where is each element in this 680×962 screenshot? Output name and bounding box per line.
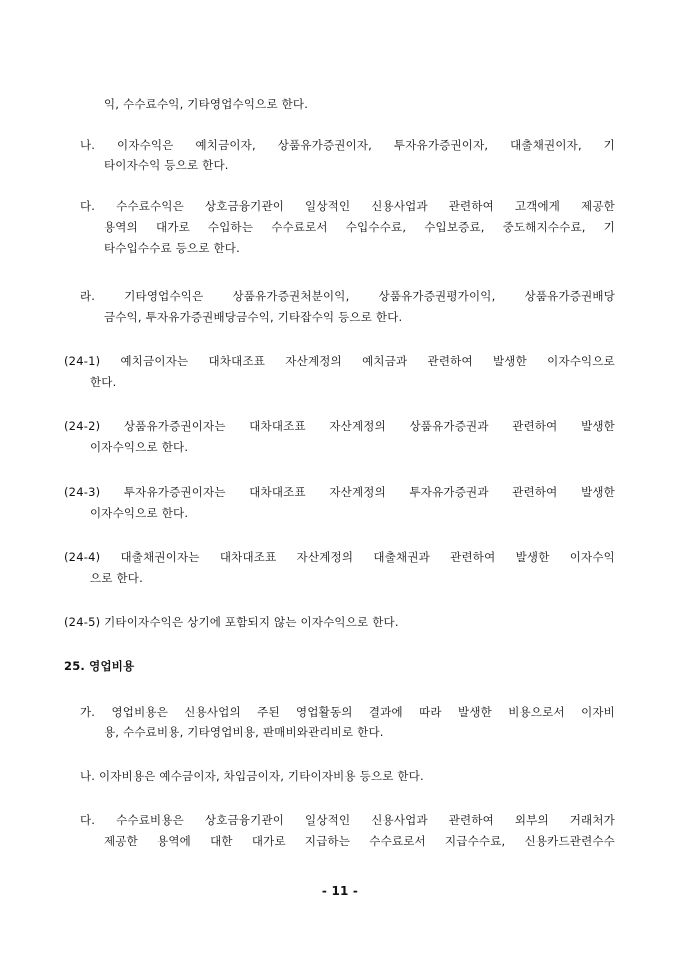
text-line-15: (24-4) 대출채권이자는 대차대조표 자산계정의 대출채권과 관련하여 발생한 이자수익 [64, 550, 615, 564]
text-line-4: 다. 수수료수익은 상호금융기관이 일상적인 신용사업과 관련하여 고객에게 제공한 [80, 199, 615, 213]
section-heading: 25. 영업비용 [64, 659, 135, 673]
text-line-11: (24-2) 상품유가증권이자는 대차대조표 자산계정의 상품유가증권과 관련하여 발생한 [64, 419, 615, 433]
text-line-13: (24-3) 투자유가증권이자는 대차대조표 자산계정의 투자유가증권과 관련하여 발생한 [64, 485, 615, 499]
text-line-1: 익, 수수료수익, 기타영업수익으로 한다. [104, 97, 309, 111]
text-line-6: 타수입수수료 등으로 한다. [104, 241, 240, 255]
text-line-23: 제공한 용역에 대한 대가로 지급하는 수수료로서 지급수수료, 신용카드관련수수 [104, 834, 615, 848]
text-line-5: 용역의 대가로 수입하는 수수료로서 수입수수료, 수입보증료, 중도해지수수료, 기 [104, 220, 615, 234]
text-line-20: 용, 수수료비용, 기타영업비용, 판매비와관리비로 한다. [104, 725, 384, 739]
text-line-10: 한다. [90, 375, 117, 389]
text-line-9: (24-1) 예치금이자는 대차대조표 자산계정의 예치금과 관련하여 발생한 이자수익으로 [64, 354, 615, 368]
text-line-19: 가. 영업비용은 신용사업의 주된 영업활동의 결과에 따라 발생한 비용으로서 이자비 [80, 705, 615, 719]
text-line-14: 이자수익으로 한다. [90, 506, 189, 520]
text-line-8: 금수익, 투자유가증권배당금수익, 기타잡수익 등으로 한다. [104, 310, 403, 324]
text-line-22: 다. 수수료비용은 상호금융기관이 일상적인 신용사업과 관련하여 외부의 거래처가 [80, 813, 615, 827]
text-line-17: (24-5) 기타이자수익은 상기에 포함되지 않는 이자수익으로 한다. [64, 615, 399, 629]
text-line-7: 라. 기타영업수익은 상품유가증권처분이익, 상품유가증권평가이익, 상품유가증권배당 [80, 289, 615, 303]
page-number: - 11 - [321, 884, 359, 898]
text-line-3: 타이자수익 등으로 한다. [104, 158, 229, 172]
text-line-12: 이자수익으로 한다. [90, 440, 189, 454]
text-line-2: 나. 이자수익은 예치금이자, 상품유가증권이자, 투자유가증권이자, 대출채권이자, 기 [80, 138, 615, 152]
text-line-21: 나. 이자비용은 예수금이자, 차입금이자, 기타이자비용 등으로 한다. [80, 769, 424, 783]
text-line-16: 으로 한다. [90, 571, 143, 585]
